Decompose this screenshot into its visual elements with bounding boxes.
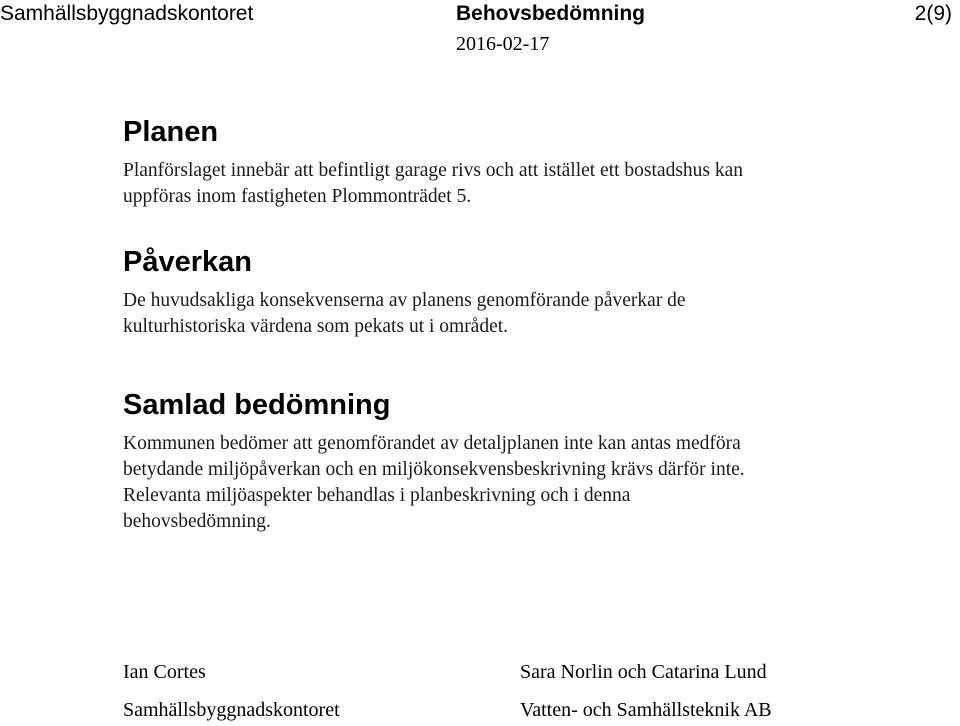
paragraph-line: uppföras inom fastigheten Plommonträdet 5. (123, 186, 472, 207)
paragraph-line: behovsbedömning. (123, 511, 271, 532)
document-date: 2016-02-17 (456, 33, 550, 55)
paragraph-line: De huvudsakliga konsekvenserna av planens genomförande påverkar de (123, 290, 686, 311)
paragraph-line: Kommunen bedömer att genomförandet av detaljplanen inte kan antas medföra (123, 433, 741, 454)
signature-org: Vatten- och Samhällsteknik AB (520, 699, 772, 721)
header-org: Samhällsbyggnadskontoret (0, 2, 254, 25)
section-heading: Samlad bedömning (123, 389, 391, 421)
paragraph-line: Planförslaget innebär att befintligt garage rivs och att istället ett bostadshus kan (123, 160, 744, 181)
section-samlad-bedomning (123, 387, 923, 535)
signature-name: Ian Cortes (123, 661, 206, 683)
signature-org: Samhällsbyggnadskontoret (123, 699, 340, 721)
paragraph-line: Relevanta miljöaspekter behandlas i planbeskrivning och i denna (123, 485, 631, 506)
section-planen (123, 114, 923, 210)
section-heading: Påverkan (123, 246, 252, 278)
signature-right (520, 658, 772, 724)
page-number: 2(9) (914, 2, 952, 25)
signature-left (123, 658, 340, 724)
signature-name: Sara Norlin och Catarina Lund (520, 661, 767, 683)
section-paverkan (123, 244, 923, 340)
paragraph-line: kulturhistoriska värdena som pekats ut i området. (123, 316, 509, 337)
section-heading: Planen (123, 116, 219, 148)
document-title: Behovsbedömning (456, 2, 646, 25)
paragraph-line: betydande miljöpåverkan och en miljökonsekvensbeskrivning krävs därför inte. (123, 459, 745, 480)
